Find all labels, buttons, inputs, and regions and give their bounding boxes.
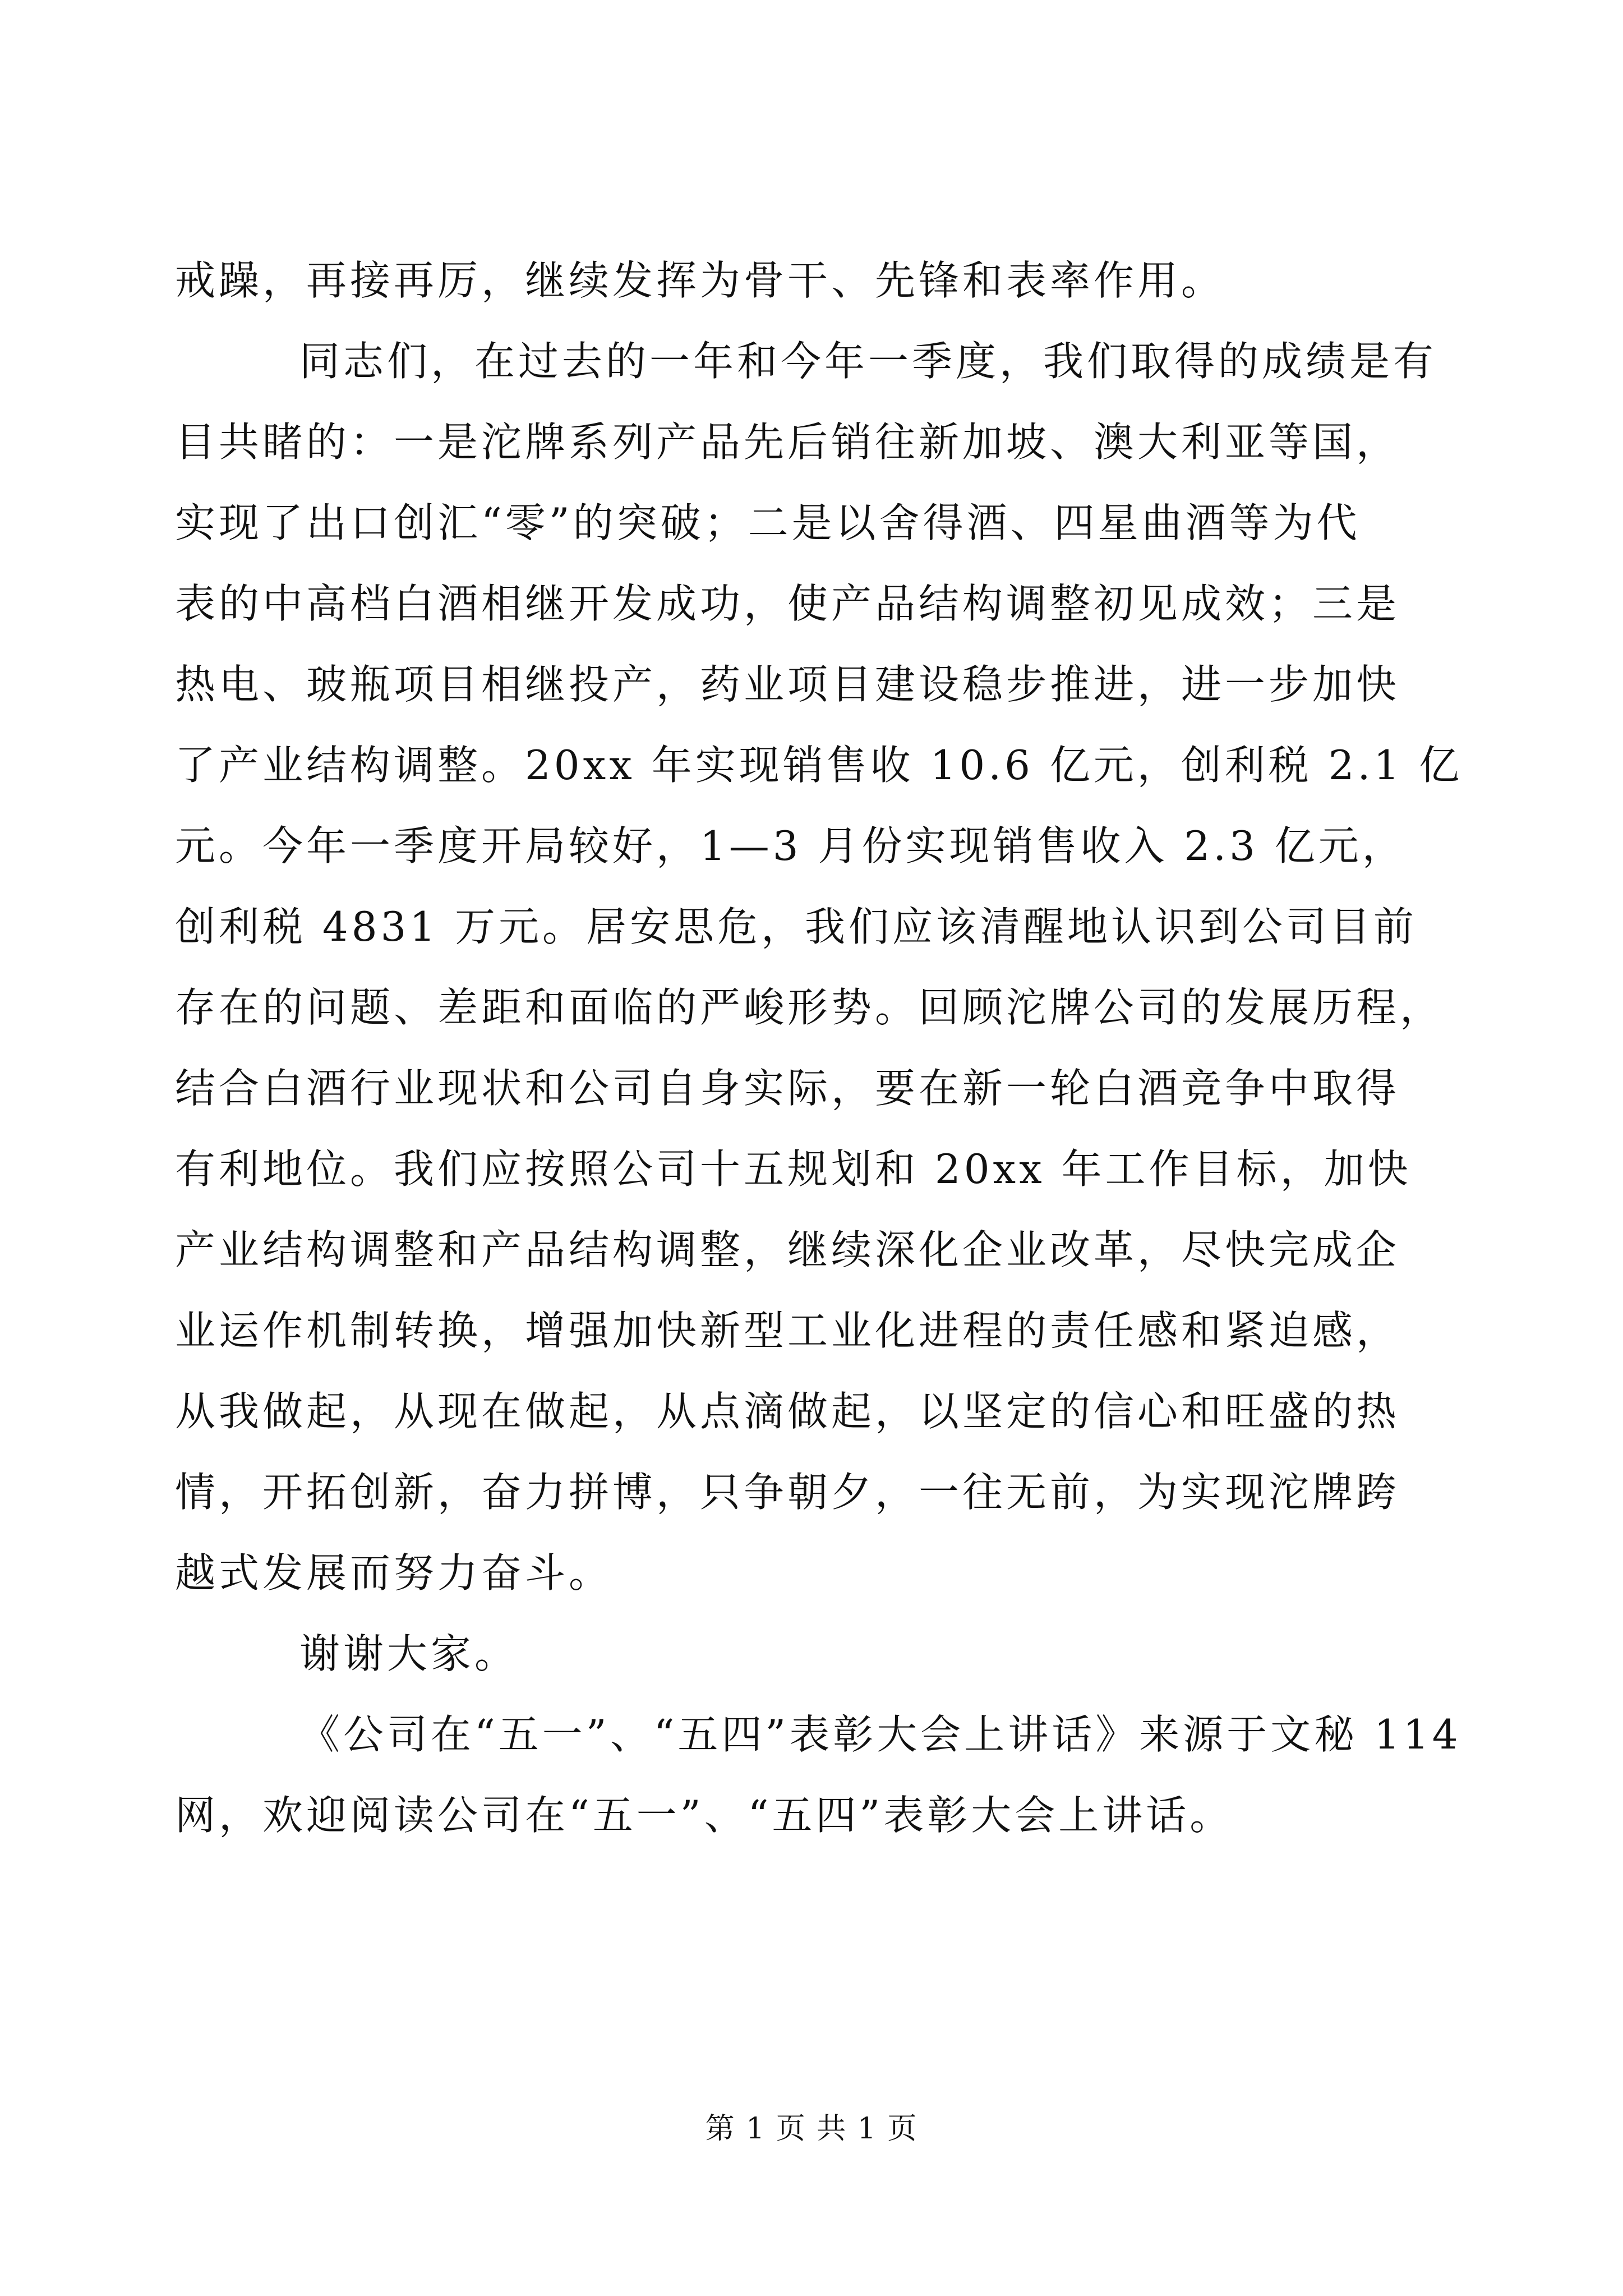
paragraph-line: 表的中高档白酒相继开发成功，使产品结构调整初见成效；三是 xyxy=(175,580,1400,627)
paragraph-line: 创利税 4831 万元。居安思危，我们应该清醒地认识到公司目前 xyxy=(175,903,1418,950)
page-number-label: 第 1 页 共 1 页 xyxy=(705,2112,918,2146)
paragraph-line: 《公司在“五一”、“五四”表彰大会上讲话》来源于文秘 114 xyxy=(299,1711,1461,1758)
paragraph-line: 戒躁，再接再厉，继续发挥为骨干、先锋和表率作用。 xyxy=(175,257,1225,304)
paragraph-line: 谢谢大家。 xyxy=(299,1630,519,1677)
paragraph-line: 同志们，在过去的一年和今年一季度，我们取得的成绩是有 xyxy=(299,338,1437,385)
paragraph-line: 实现了出口创汇“零”的突破；二是以舍得酒、四星曲酒等为代 xyxy=(175,499,1361,546)
paragraph-line: 热电、玻瓶项目相继投产，药业项目建设稳步推进，进一步加快 xyxy=(175,661,1400,708)
paragraph-line: 业运作机制转换，增强加快新型工业化进程的责任感和紧迫感， xyxy=(175,1307,1400,1354)
paragraph-line: 产业结构调整和产品结构调整，继续深化企业改革，尽快完成企 xyxy=(175,1226,1400,1273)
paragraph-line: 有利地位。我们应按照公司十五规划和 20xx 年工作目标，加快 xyxy=(175,1145,1412,1193)
paragraph-line: 元。今年一季度开局较好，1—3 月份实现销售收入 2.3 亿元， xyxy=(175,822,1406,869)
paragraph-line: 越式发展而努力奋斗。 xyxy=(175,1549,613,1596)
paragraph-line: 从我做起，从现在做起，从点滴做起，以坚定的信心和旺盛的热 xyxy=(175,1388,1400,1435)
paragraph-line: 结合白酒行业现状和公司自身实际，要在新一轮白酒竞争中取得 xyxy=(175,1065,1400,1112)
document-body xyxy=(175,240,1463,1856)
paragraph-line: 情，开拓创新，奋力拼博，只争朝夕，一往无前，为实现沱牌跨 xyxy=(175,1469,1400,1516)
paragraph-line: 了产业结构调整。20xx 年实现销售收 10.6 亿元，创利税 2.1 亿 xyxy=(175,742,1463,789)
page-footer xyxy=(0,2109,1623,2148)
paragraph-line: 网，欢迎阅读公司在“五一”、“五四”表彰大会上讲话。 xyxy=(175,1792,1234,1839)
paragraph-line: 目共睹的：一是沱牌系列产品先后销往新加坡、澳大利亚等国， xyxy=(175,418,1400,466)
paragraph-line: 存在的问题、差距和面临的严峻形势。回顾沱牌公司的发展历程， xyxy=(175,984,1444,1031)
